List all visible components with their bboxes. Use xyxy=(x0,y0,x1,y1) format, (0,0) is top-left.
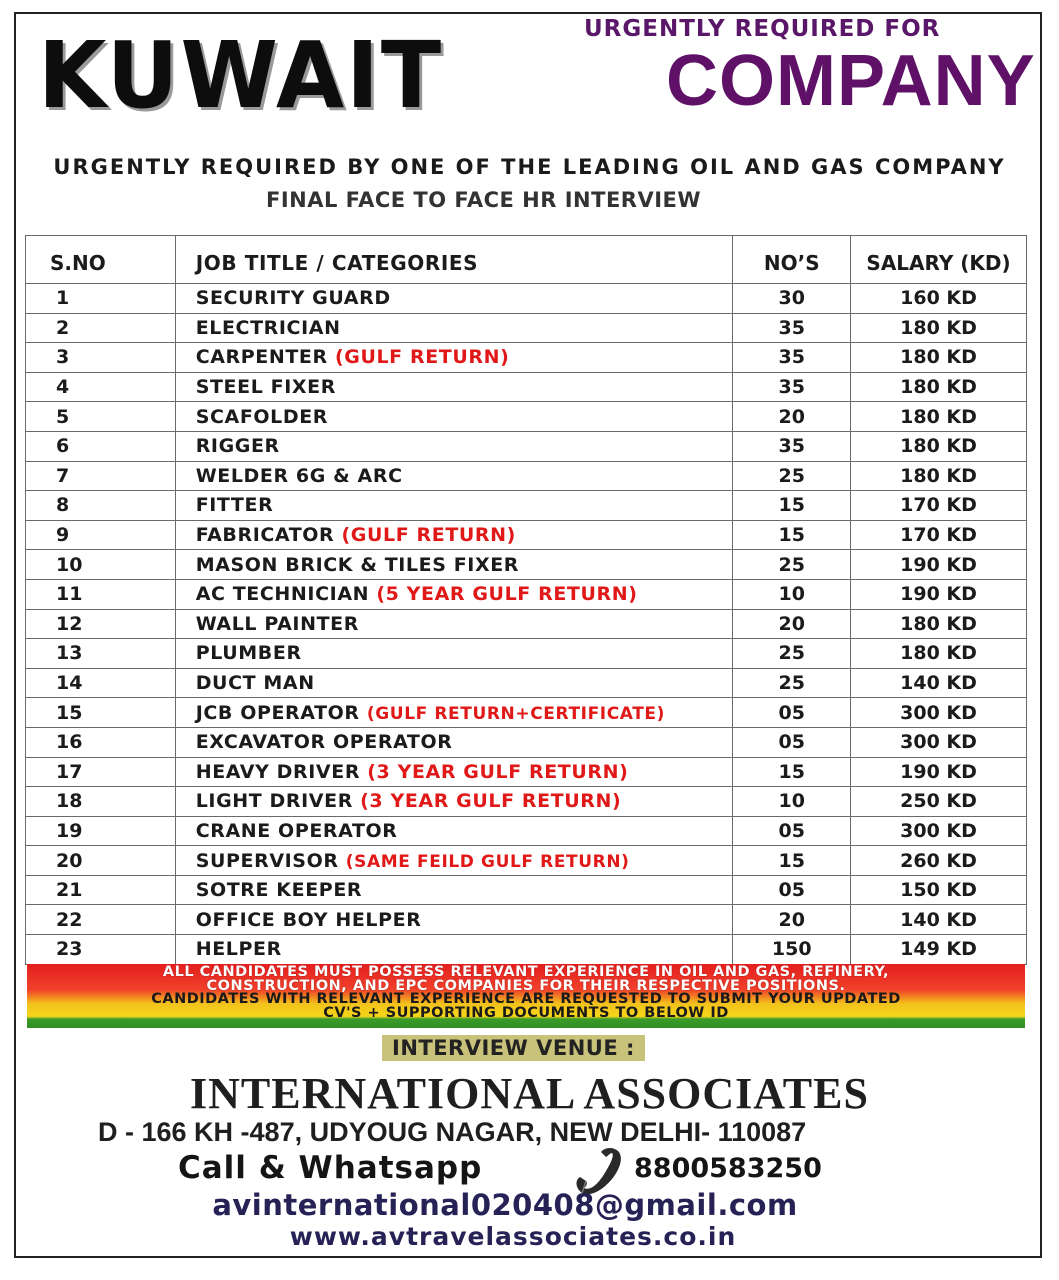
urgently-required-for: URGENTLY REQUIRED FOR xyxy=(584,16,941,42)
country-heading: KUWAIT xyxy=(38,22,444,129)
row-sno: 11 xyxy=(26,579,176,609)
row-salary: 180 KD xyxy=(851,402,1027,432)
row-salary: 190 KD xyxy=(851,550,1027,580)
row-nos: 35 xyxy=(733,313,851,343)
row-nos: 35 xyxy=(733,431,851,461)
call-whatsapp-label: Call & Whatsapp xyxy=(178,1150,483,1186)
row-nos: 20 xyxy=(733,905,851,935)
row-salary: 180 KD xyxy=(851,431,1027,461)
table-row xyxy=(26,816,1027,846)
row-sno: 13 xyxy=(26,639,176,669)
row-job-title-cell xyxy=(175,372,733,402)
row-job-title: SUPERVISOR xyxy=(195,849,339,872)
row-nos: 150 xyxy=(733,935,851,965)
row-job-title-cell xyxy=(175,639,733,669)
table-row xyxy=(26,727,1027,757)
table-row xyxy=(26,875,1027,905)
row-nos: 05 xyxy=(733,727,851,757)
row-job-title: MASON BRICK & TILES FIXER xyxy=(195,553,520,576)
row-job-note: (GULF RETURN) xyxy=(341,524,516,547)
jobs-table-body xyxy=(26,284,1027,965)
table-row xyxy=(26,935,1027,965)
row-job-title-cell xyxy=(175,875,733,905)
requirements-banner xyxy=(27,964,1025,1028)
row-salary: 180 KD xyxy=(851,609,1027,639)
row-job-title: PLUMBER xyxy=(195,642,302,665)
row-salary: 140 KD xyxy=(851,668,1027,698)
row-job-title-cell xyxy=(175,846,733,876)
row-job-title: WALL PAINTER xyxy=(195,612,359,635)
row-salary: 160 KD xyxy=(851,284,1027,314)
row-job-title: HELPER xyxy=(195,938,282,961)
header-nos: NO’S xyxy=(733,236,851,284)
row-job-title: EXCAVATOR OPERATOR xyxy=(195,731,453,754)
row-sno: 16 xyxy=(26,727,176,757)
jobs-table xyxy=(25,235,1027,965)
table-row xyxy=(26,905,1027,935)
table-row xyxy=(26,461,1027,491)
row-sno: 23 xyxy=(26,935,176,965)
table-row xyxy=(26,609,1027,639)
row-job-title-cell xyxy=(175,313,733,343)
row-job-title-cell xyxy=(175,550,733,580)
row-nos: 20 xyxy=(733,609,851,639)
table-row xyxy=(26,698,1027,728)
row-job-title-cell xyxy=(175,343,733,373)
row-sno: 14 xyxy=(26,668,176,698)
row-job-title: HEAVY DRIVER xyxy=(195,760,361,783)
row-nos: 35 xyxy=(733,343,851,373)
row-sno: 2 xyxy=(26,313,176,343)
row-sno: 1 xyxy=(26,284,176,314)
row-job-title: DUCT MAN xyxy=(195,672,315,695)
row-nos: 15 xyxy=(733,491,851,521)
table-row xyxy=(26,402,1027,432)
row-job-note: (GULF RETURN+CERTIFICATE) xyxy=(366,703,665,724)
table-row xyxy=(26,520,1027,550)
row-sno: 3 xyxy=(26,343,176,373)
row-job-title: STEEL FIXER xyxy=(195,376,336,399)
row-nos: 30 xyxy=(733,284,851,314)
row-sno: 15 xyxy=(26,698,176,728)
row-nos: 15 xyxy=(733,846,851,876)
row-sno: 9 xyxy=(26,520,176,550)
table-row xyxy=(26,491,1027,521)
row-nos: 05 xyxy=(733,816,851,846)
row-job-title-cell xyxy=(175,727,733,757)
row-job-title: SCAFOLDER xyxy=(195,405,329,428)
table-row xyxy=(26,668,1027,698)
row-salary: 180 KD xyxy=(851,639,1027,669)
row-job-title: FITTER xyxy=(195,494,274,517)
row-sno: 10 xyxy=(26,550,176,580)
row-job-title: LIGHT DRIVER xyxy=(195,790,353,813)
row-job-title-cell xyxy=(175,935,733,965)
table-row xyxy=(26,787,1027,817)
row-sno: 7 xyxy=(26,461,176,491)
row-nos: 15 xyxy=(733,520,851,550)
row-nos: 25 xyxy=(733,550,851,580)
row-job-title: WELDER 6G & ARC xyxy=(195,464,403,487)
row-salary: 300 KD xyxy=(851,816,1027,846)
row-job-note: (5 YEAR GULF RETURN) xyxy=(376,583,638,606)
website-url[interactable]: www.avtravelassociates.co.in xyxy=(289,1222,737,1251)
row-nos: 35 xyxy=(733,372,851,402)
row-job-title: JCB OPERATOR xyxy=(195,701,360,724)
row-sno: 5 xyxy=(26,402,176,432)
row-sno: 12 xyxy=(26,609,176,639)
row-job-title-cell xyxy=(175,698,733,728)
lead-line: URGENTLY REQUIRED BY ONE OF THE LEADING OIL AND GAS COMPANY xyxy=(53,155,1006,179)
row-job-note: (3 YEAR GULF RETURN) xyxy=(360,790,622,813)
row-job-note: (GULF RETURN) xyxy=(334,346,510,369)
table-row xyxy=(26,313,1027,343)
row-nos: 20 xyxy=(733,402,851,432)
row-job-title: AC TECHNICIAN xyxy=(195,583,370,606)
row-salary: 180 KD xyxy=(851,461,1027,491)
row-sno: 4 xyxy=(26,372,176,402)
row-job-title-cell xyxy=(175,284,733,314)
row-job-title: SECURITY GUARD xyxy=(195,287,391,310)
table-row xyxy=(26,343,1027,373)
row-job-title: ELECTRICIAN xyxy=(195,316,341,339)
header-salary: SALARY (KD) xyxy=(851,236,1027,284)
row-nos: 25 xyxy=(733,668,851,698)
phone-number[interactable]: 8800583250 xyxy=(634,1153,822,1184)
banner-line-2: CONSTRUCTION, AND EPC COMPANIES FOR THEIR RESPECTIVE POSITIONS. xyxy=(206,977,846,994)
row-nos: 10 xyxy=(733,787,851,817)
row-salary: 180 KD xyxy=(851,372,1027,402)
row-sno: 19 xyxy=(26,816,176,846)
table-row xyxy=(26,579,1027,609)
row-job-title-cell xyxy=(175,668,733,698)
row-job-title: OFFICE BOY HELPER xyxy=(195,908,422,931)
row-nos: 05 xyxy=(733,875,851,905)
table-header-row xyxy=(26,236,1027,284)
banner-line-1: ALL CANDIDATES MUST POSSESS RELEVANT EXPERIENCE IN OIL AND GAS, REFINERY, xyxy=(162,964,890,980)
table-row xyxy=(26,846,1027,876)
row-sno: 21 xyxy=(26,875,176,905)
table-row xyxy=(26,431,1027,461)
row-salary: 250 KD xyxy=(851,787,1027,817)
row-salary: 170 KD xyxy=(851,520,1027,550)
row-salary: 190 KD xyxy=(851,757,1027,787)
row-job-title-cell xyxy=(175,520,733,550)
header-sno: S.NO xyxy=(26,236,176,284)
row-job-title: CRANE OPERATOR xyxy=(195,819,398,842)
row-job-title: FABRICATOR xyxy=(195,524,335,547)
row-sno: 20 xyxy=(26,846,176,876)
row-salary: 260 KD xyxy=(851,846,1027,876)
banner-line-3: CANDIDATES WITH RELEVANT EXPERIENCE ARE REQUESTED TO SUBMIT YOUR UPDATED xyxy=(151,991,901,1007)
row-job-title-cell xyxy=(175,787,733,817)
row-job-title-cell xyxy=(175,431,733,461)
row-salary: 150 KD xyxy=(851,875,1027,905)
table-row xyxy=(26,639,1027,669)
table-row xyxy=(26,372,1027,402)
row-job-note: (SAME FEILD GULF RETURN) xyxy=(345,851,630,872)
row-nos: 15 xyxy=(733,757,851,787)
row-salary: 140 KD xyxy=(851,905,1027,935)
row-job-title-cell xyxy=(175,461,733,491)
interview-line: FINAL FACE TO FACE HR INTERVIEW xyxy=(266,188,702,212)
row-job-title: CARPENTER xyxy=(195,346,328,369)
row-sno: 8 xyxy=(26,491,176,521)
row-job-note: (3 YEAR GULF RETURN) xyxy=(367,760,629,783)
row-salary: 180 KD xyxy=(851,313,1027,343)
row-job-title: RIGGER xyxy=(195,435,280,458)
row-salary: 190 KD xyxy=(851,579,1027,609)
row-nos: 05 xyxy=(733,698,851,728)
interview-venue-label: INTERVIEW VENUE : xyxy=(382,1035,645,1061)
row-job-title-cell xyxy=(175,402,733,432)
row-sno: 22 xyxy=(26,905,176,935)
row-job-title-cell xyxy=(175,757,733,787)
table-row xyxy=(26,757,1027,787)
row-job-title-cell xyxy=(175,816,733,846)
row-sno: 6 xyxy=(26,431,176,461)
row-sno: 18 xyxy=(26,787,176,817)
row-job-title-cell xyxy=(175,491,733,521)
row-nos: 25 xyxy=(733,639,851,669)
agency-address: D - 166 KH -487, UDYOUG NAGAR, NEW DELHI- 110087 xyxy=(98,1117,807,1147)
company-heading: COMPANY xyxy=(666,41,1036,121)
table-row xyxy=(26,284,1027,314)
row-job-title-cell xyxy=(175,905,733,935)
row-sno: 17 xyxy=(26,757,176,787)
row-job-title-cell xyxy=(175,579,733,609)
banner-line-4: CV'S + SUPPORTING DOCUMENTS TO BELOW ID xyxy=(323,1004,729,1021)
row-job-title: SOTRE KEEPER xyxy=(195,879,363,902)
row-salary: 180 KD xyxy=(851,343,1027,373)
row-salary: 170 KD xyxy=(851,491,1027,521)
row-salary: 300 KD xyxy=(851,698,1027,728)
row-nos: 10 xyxy=(733,579,851,609)
agency-name: INTERNATIONAL ASSOCIATES xyxy=(190,1069,869,1118)
row-nos: 25 xyxy=(733,461,851,491)
row-salary: 300 KD xyxy=(851,727,1027,757)
email-address[interactable]: avinternational020408@gmail.com xyxy=(212,1188,798,1222)
row-salary: 149 KD xyxy=(851,935,1027,965)
header-title: JOB TITLE / CATEGORIES xyxy=(175,236,733,284)
row-job-title-cell xyxy=(175,609,733,639)
table-row xyxy=(26,550,1027,580)
